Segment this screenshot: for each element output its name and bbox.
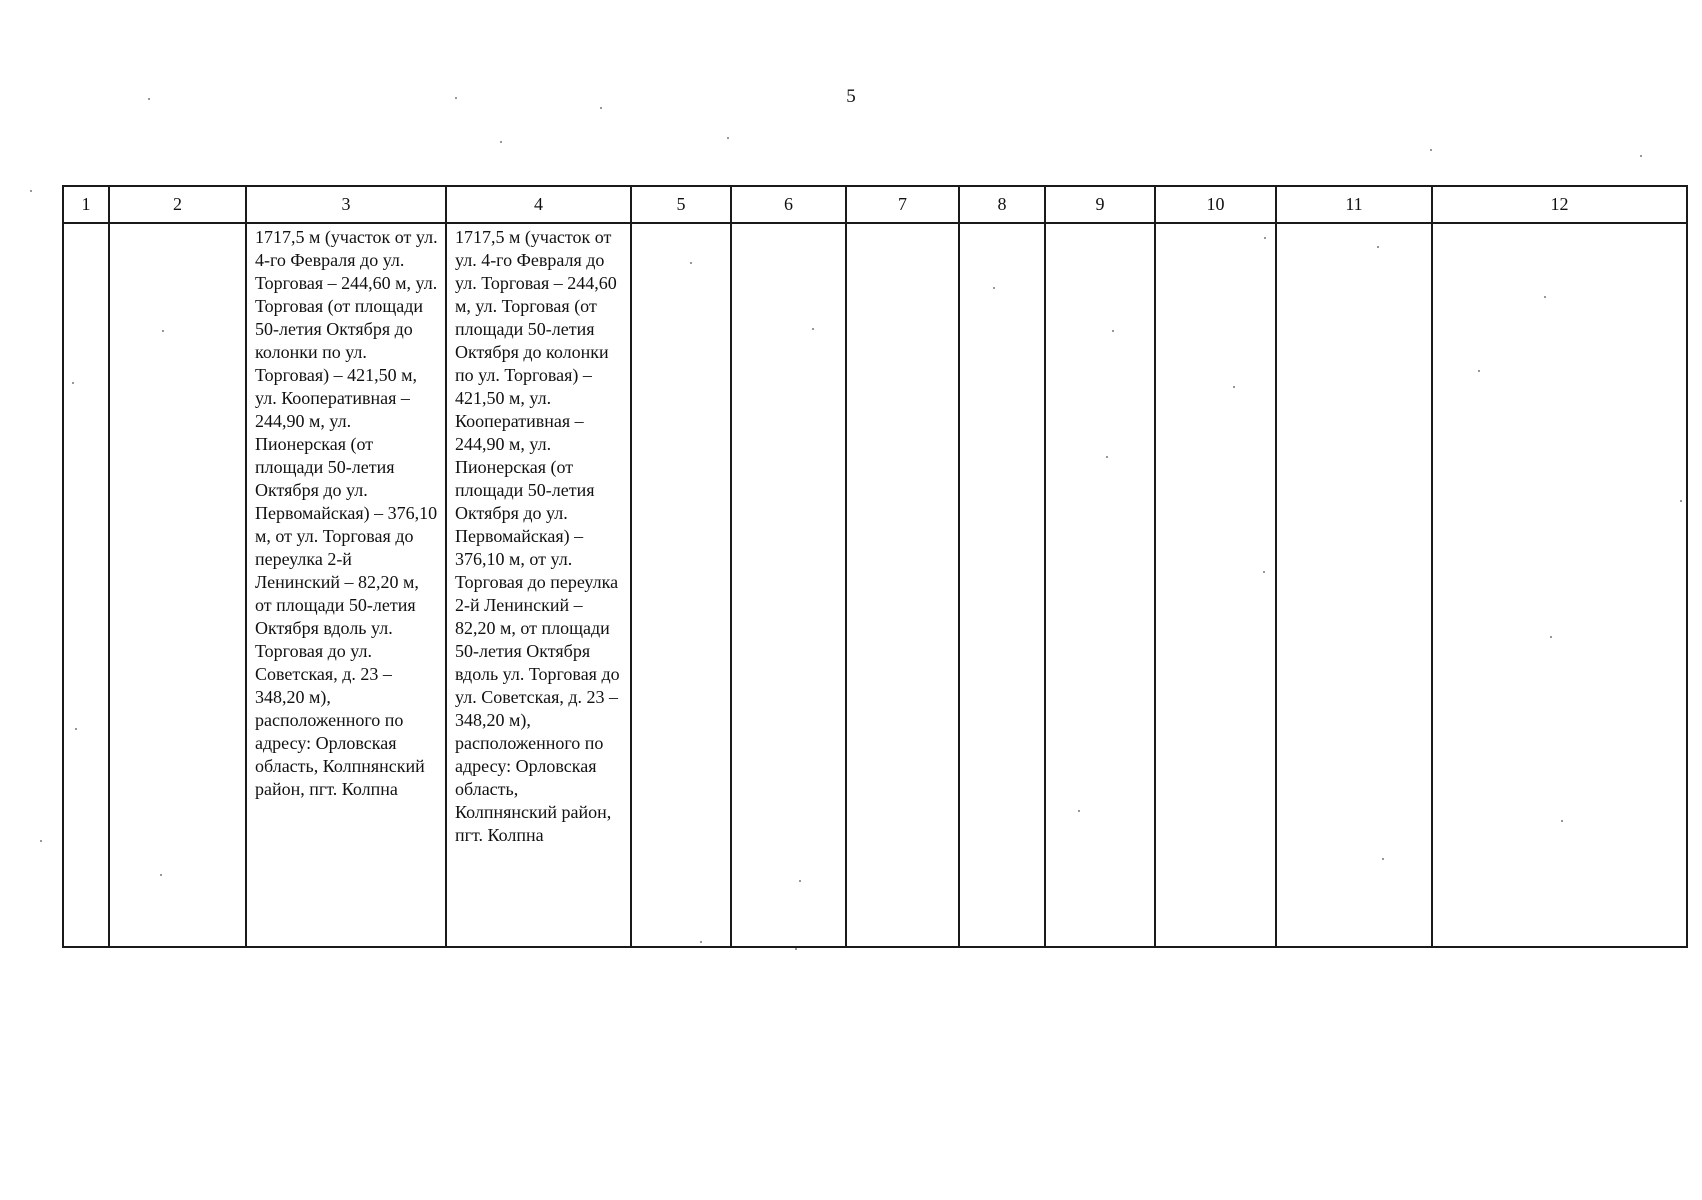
scan-speck	[1544, 296, 1546, 298]
scan-speck	[1264, 237, 1266, 239]
header-row	[63, 186, 1687, 223]
data-table	[62, 185, 1688, 948]
scan-speck	[1680, 500, 1682, 502]
scan-speck	[812, 328, 814, 330]
scan-speck	[1550, 636, 1552, 638]
scan-speck	[75, 728, 77, 730]
cell-col-11	[1276, 223, 1432, 947]
cell-col-6	[731, 223, 846, 947]
cell-col-4: 1717,5 м (участок от ул. 4-го Февраля до ул. Торговая – 244,60 м, ул. Торговая (от площади 50-летия Октября до колонки по ул. Торговая) – 421,50 м, ул. Кооперативная – 244,90 м, ул. Пионерская (от площади 50-летия Октября до ул. Первомайская) – 376,10 м, от ул. Торговая до переулка 2-й Ленинский – 82,20 м, от площади 50-летия Октября вдоль ул. Торговая до ул. Советская, д. 23 – 348,20 м), расположенного по адресу: Орловская область, Колпнянский район, пгт. Колпна	[446, 223, 631, 947]
scan-speck	[40, 840, 42, 842]
scan-speck	[1382, 858, 1384, 860]
column-header-8: 8	[959, 186, 1045, 223]
scan-speck	[500, 141, 502, 143]
scan-speck	[600, 107, 602, 109]
scan-speck	[799, 880, 801, 882]
scan-speck	[1112, 330, 1114, 332]
cell-col-10	[1155, 223, 1276, 947]
column-header-5: 5	[631, 186, 731, 223]
column-header-6: 6	[731, 186, 846, 223]
table-row	[63, 223, 1687, 947]
page-number: 5	[846, 86, 856, 107]
cell-col-3: 1717,5 м (участок от ул. 4-го Февраля до ул. Торговая – 244,60 м, ул. Торговая (от площади 50-летия Октября до колонки по ул. Торговая) – 421,50 м, ул. Кооперативная – 244,90 м, ул. Пионерская (от площади 50-летия Октября до ул. Первомайская) – 376,10 м, от ул. Торговая до переулка 2-й Ленинский – 82,20 м, от площади 50-летия Октября вдоль ул. Торговая до ул. Советская, д. 23 – 348,20 м), расположенного по адресу: Орловская область, Колпнянский район, пгт. Колпна	[246, 223, 446, 947]
scan-speck	[1233, 386, 1235, 388]
scan-speck	[162, 330, 164, 332]
scan-speck	[1430, 149, 1432, 151]
column-header-10: 10	[1155, 186, 1276, 223]
scan-speck	[1478, 370, 1480, 372]
scan-speck	[727, 137, 729, 139]
cell-col-5	[631, 223, 731, 947]
scan-speck	[1106, 456, 1108, 458]
scan-speck	[690, 262, 692, 264]
scan-speck	[1561, 820, 1563, 822]
column-header-2: 2	[109, 186, 246, 223]
cell-col-2	[109, 223, 246, 947]
scan-speck	[30, 190, 32, 192]
column-header-12: 12	[1432, 186, 1687, 223]
column-header-4: 4	[446, 186, 631, 223]
scan-speck	[148, 98, 150, 100]
cell-col-7	[846, 223, 959, 947]
column-header-1: 1	[63, 186, 109, 223]
scan-speck	[795, 948, 797, 950]
scan-speck	[1263, 571, 1265, 573]
scan-speck	[700, 941, 702, 943]
scan-speck	[993, 287, 995, 289]
column-header-9: 9	[1045, 186, 1155, 223]
column-header-11: 11	[1276, 186, 1432, 223]
scan-speck	[455, 97, 457, 99]
cell-col-8	[959, 223, 1045, 947]
column-header-3: 3	[246, 186, 446, 223]
scan-speck	[1377, 246, 1379, 248]
column-header-7: 7	[846, 186, 959, 223]
cell-col-1	[63, 223, 109, 947]
scan-speck	[1640, 155, 1642, 157]
scan-speck	[1078, 810, 1080, 812]
scan-speck	[72, 382, 74, 384]
cell-col-12	[1432, 223, 1687, 947]
cell-col-9	[1045, 223, 1155, 947]
scan-speck	[160, 874, 162, 876]
